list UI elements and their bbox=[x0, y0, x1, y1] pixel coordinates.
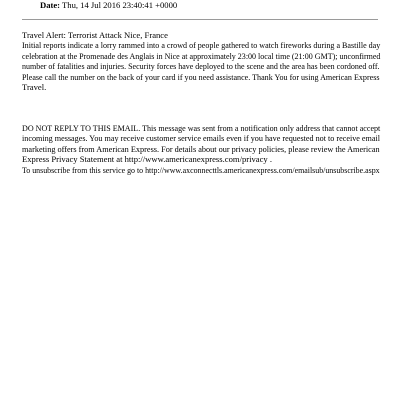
alert-line: Please call the number on the back of your card if you need assistance. Thank You for using American Express bbox=[22, 71, 380, 82]
date-value: Thu, 14 Jul 2016 23:40:41 +0000 bbox=[62, 0, 178, 10]
unsubscribe-line: To unsubscribe from this service go to http://www.axconnecttls.americanexpress.com/emailsub/unsubscribe.aspx bbox=[22, 164, 380, 175]
alert-line: number of fatalities and injuries. Security forces have deployed to the scene and the area has been cordoned off. bbox=[22, 61, 380, 72]
alert-title: Travel Alert: Terrorist Attack Nice, France bbox=[22, 30, 168, 40]
date-label: Date: bbox=[40, 0, 61, 10]
footer-line: incoming messages. You may receive customer service emails even if you have requested not to receive email bbox=[22, 133, 381, 144]
email-footer-notice bbox=[22, 123, 380, 175]
privacy-statement-line: Express Privacy Statement at http://www.americanexpress.com/privacy . bbox=[22, 154, 273, 165]
travel-alert-body bbox=[22, 30, 380, 92]
alert-line: Initial reports indicate a lorry rammed into a crowd of people gathered to watch fireworks during a Bastille day bbox=[22, 40, 381, 51]
footer-line: DO NOT REPLY TO THIS EMAIL. This message was sent from a notification only address that cannot accept bbox=[22, 123, 381, 133]
email-date-header bbox=[40, 0, 177, 10]
header-divider bbox=[22, 19, 378, 20]
alert-line: Travel. bbox=[22, 81, 47, 92]
footer-line: marketing offers from American Express. For details about our privacy policies, please review the American bbox=[22, 143, 380, 154]
alert-line: celebration at the Promenade des Anglais in Nice at approximately 23:00 local time (21:00 GMT); unconfirmed bbox=[22, 50, 381, 61]
